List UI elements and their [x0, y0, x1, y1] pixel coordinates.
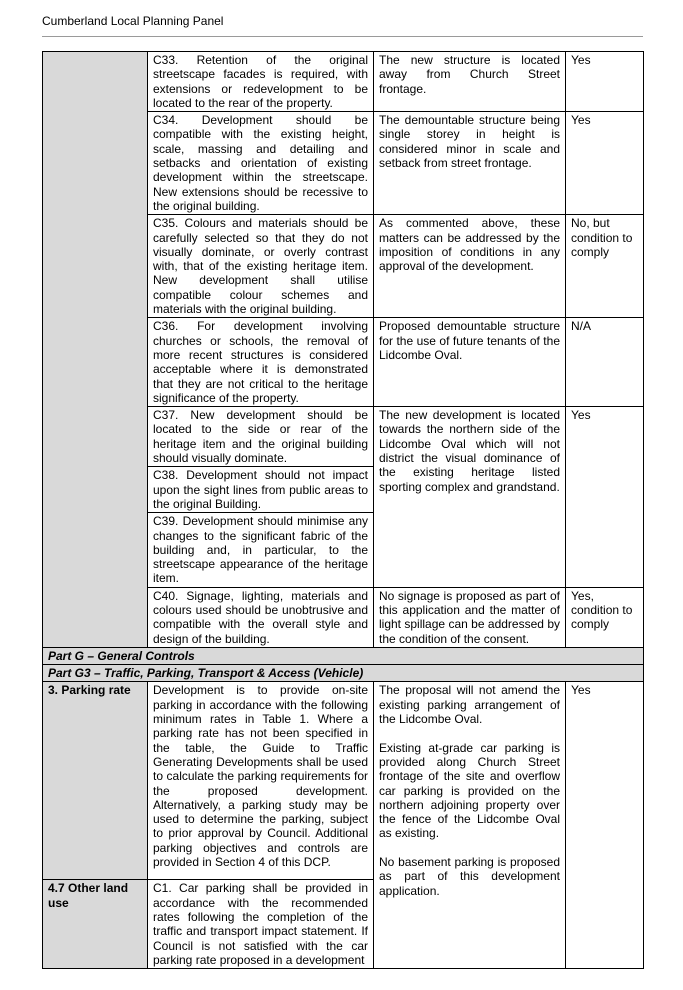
section-row-part-g — [43, 647, 644, 664]
comment-paragraph: Existing at-grade car parking is provided along Church Street frontage of the site and overflow car parking is provided on the northern adjoining property over the fence of the Lidcombe Oval as existing. — [379, 740, 560, 841]
section-title: Part G3 – Traffic, Parking, Transport & Access (Vehicle) — [43, 665, 644, 682]
control-cell: C33. Retention of the original streetscape facades is required, with extensions or redevelopment to be located to the rear of the property. — [148, 52, 374, 112]
control-cell: C40. Signage, lighting, materials and colours used should be unobtrusive and compatible with the overall style and design of the building. — [148, 587, 374, 647]
section-title: Part G – General Controls — [43, 647, 644, 664]
control-cell: C38. Development should not impact upon the sight lines from public areas to the original Building. — [148, 467, 374, 513]
section-row-part-g3 — [43, 665, 644, 682]
header-divider — [42, 36, 643, 37]
category-cell-heritage — [43, 52, 148, 648]
category-cell: 4.7 Other land use — [43, 880, 148, 969]
control-cell: C35. Colours and materials should be carefully selected so that they do not visually dominate, or overly contrast with, that of the existing heritage item. New development shall utilise compatible colour schemes and materials with the original building. — [148, 215, 374, 318]
comment-cell: The new development is located towards the northern side of the Lidcombe Oval which will not district the visual dominance of the existing heritage listed sporting complex and grandstand. — [374, 407, 566, 588]
comment-paragraph: No basement parking is proposed as part of this development application. — [379, 855, 560, 898]
table-row-parking-rate — [43, 682, 644, 880]
comment-cell — [374, 682, 566, 969]
comment-cell: The demountable structure being single storey in height is considered minor in scale and setback from street frontage. — [374, 112, 566, 215]
complies-cell: No, but condition to comply — [566, 215, 644, 318]
comment-cell: No signage is proposed as part of this application and the matter of light spillage can be addressed by the condition of the consent. — [374, 587, 566, 647]
complies-cell: Yes — [566, 407, 644, 588]
page-header-title: Cumberland Local Planning Panel — [42, 14, 224, 28]
comment-cell: As commented above, these matters can be addressed by the imposition of conditions in any approval of the development. — [374, 215, 566, 318]
table-row-c33 — [43, 52, 644, 112]
complies-cell: Yes — [566, 682, 644, 969]
comment-paragraph: The proposal will not amend the existing parking arrangement of the Lidcombe Oval. — [379, 683, 560, 727]
control-cell: C37. New development should be located to the side or rear of the heritage item and the original building should visually dominate. — [148, 407, 374, 467]
category-cell: 3. Parking rate — [43, 682, 148, 880]
control-cell: C36. For development involving churches or schools, the removal of more recent structures is considered acceptable where it is demonstrated that they are not critical to the heritage significance of the property. — [148, 318, 374, 407]
control-cell: C34. Development should be compatible with the existing height, scale, massing and detailing and setbacks and orientation of existing development within the streetscape. New extensions should be recessive to the original building. — [148, 112, 374, 215]
control-cell: C1. Car parking shall be provided in accordance with the recommended rates following the completion of the traffic and transport impact statement. If Council is not satisfied with the car parking rate proposed in a development — [148, 880, 374, 969]
control-cell: C39. Development should minimise any changes to the significant fabric of the building and, in particular, to the streetscape appearance of the heritage item. — [148, 513, 374, 587]
comment-cell: Proposed demountable structure for the use of future tenants of the Lidcombe Oval. — [374, 318, 566, 407]
control-cell: Development is to provide on-site parking in accordance with the following minimum rates in Table 1. Where a parking rate has not been specified in the table, the Guide to Traffic Generating Developments shall be used to calculate the parking requirements for the proposed development. Alternatively, a parking study may be used to determine the parking, subject to prior approval by Council. Additional parking objectives and controls are provided in Section 4 of this DCP. — [148, 682, 374, 880]
compliance-table — [42, 51, 644, 969]
complies-cell: Yes, condition to comply — [566, 587, 644, 647]
complies-cell: N/A — [566, 318, 644, 407]
complies-cell: Yes — [566, 52, 644, 112]
comment-cell: The new structure is located away from Church Street frontage. — [374, 52, 566, 112]
complies-cell: Yes — [566, 112, 644, 215]
